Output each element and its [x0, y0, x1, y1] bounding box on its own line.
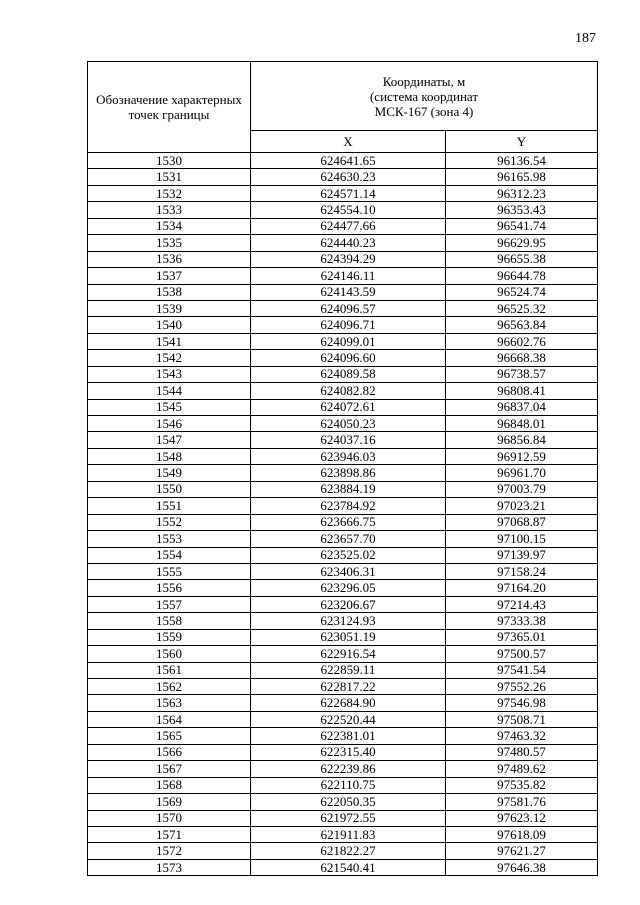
table-row	[88, 662, 598, 678]
coordinates-table	[87, 61, 598, 876]
table-row	[88, 235, 598, 251]
cell-point: 1535	[88, 235, 251, 251]
table-header	[88, 62, 598, 153]
table-row	[88, 843, 598, 859]
cell-x: 624630.23	[251, 169, 446, 185]
cell-y: 97158.24	[446, 563, 598, 579]
cell-y: 96602.76	[446, 333, 598, 349]
cell-y: 97068.87	[446, 514, 598, 530]
cell-y: 97333.38	[446, 613, 598, 629]
table-row	[88, 399, 598, 415]
table-row	[88, 185, 598, 201]
cell-y: 97508.71	[446, 711, 598, 727]
cell-x: 624037.16	[251, 432, 446, 448]
cell-x: 623946.03	[251, 448, 446, 464]
cell-point: 1546	[88, 416, 251, 432]
cell-point: 1566	[88, 744, 251, 760]
cell-x: 623657.70	[251, 531, 446, 547]
table-row	[88, 383, 598, 399]
cell-point: 1547	[88, 432, 251, 448]
cell-point: 1555	[88, 563, 251, 579]
table-row	[88, 432, 598, 448]
cell-y: 96738.57	[446, 366, 598, 382]
cell-x: 622239.86	[251, 761, 446, 777]
cell-x: 621540.41	[251, 859, 446, 875]
cell-y: 96668.38	[446, 350, 598, 366]
cell-x: 624072.61	[251, 399, 446, 415]
cell-y: 96524.74	[446, 284, 598, 300]
table-row	[88, 859, 598, 875]
cell-x: 622520.44	[251, 711, 446, 727]
cell-y: 97480.57	[446, 744, 598, 760]
cell-x: 623124.93	[251, 613, 446, 629]
cell-point: 1530	[88, 153, 251, 169]
cell-point: 1549	[88, 465, 251, 481]
cell-point: 1539	[88, 300, 251, 316]
cell-y: 96525.32	[446, 300, 598, 316]
table-row	[88, 498, 598, 514]
table-row	[88, 218, 598, 234]
cell-y: 97535.82	[446, 777, 598, 793]
table-row	[88, 711, 598, 727]
cell-y: 97546.98	[446, 695, 598, 711]
cell-y: 96837.04	[446, 399, 598, 415]
cell-x: 621972.55	[251, 810, 446, 826]
cell-y: 97214.43	[446, 596, 598, 612]
cell-x: 624096.57	[251, 300, 446, 316]
header-x: X	[251, 131, 446, 153]
cell-x: 624394.29	[251, 251, 446, 267]
cell-y: 97463.32	[446, 728, 598, 744]
cell-point: 1567	[88, 761, 251, 777]
table-row	[88, 251, 598, 267]
cell-y: 97552.26	[446, 679, 598, 695]
table-row	[88, 794, 598, 810]
cell-x: 623898.86	[251, 465, 446, 481]
table-row	[88, 547, 598, 563]
cell-y: 96848.01	[446, 416, 598, 432]
page-number: 187	[575, 31, 596, 46]
cell-y: 96312.23	[446, 185, 598, 201]
cell-x: 624440.23	[251, 235, 446, 251]
header-coordinates	[251, 62, 598, 131]
table-row	[88, 333, 598, 349]
table-row	[88, 366, 598, 382]
cell-point: 1563	[88, 695, 251, 711]
table-row	[88, 416, 598, 432]
table-row	[88, 580, 598, 596]
table-row	[88, 761, 598, 777]
table-row	[88, 629, 598, 645]
table-row	[88, 300, 598, 316]
cell-y: 96644.78	[446, 268, 598, 284]
cell-x: 623666.75	[251, 514, 446, 530]
cell-y: 96629.95	[446, 235, 598, 251]
cell-y: 97003.79	[446, 481, 598, 497]
cell-y: 97618.09	[446, 826, 598, 842]
table-row	[88, 695, 598, 711]
cell-x: 623406.31	[251, 563, 446, 579]
cell-x: 621911.83	[251, 826, 446, 842]
cell-x: 624082.82	[251, 383, 446, 399]
cell-x: 623296.05	[251, 580, 446, 596]
table-row	[88, 202, 598, 218]
cell-point: 1568	[88, 777, 251, 793]
cell-y: 96912.59	[446, 448, 598, 464]
cell-y: 97164.20	[446, 580, 598, 596]
cell-point: 1550	[88, 481, 251, 497]
cell-y: 96808.41	[446, 383, 598, 399]
cell-point: 1573	[88, 859, 251, 875]
table-row	[88, 563, 598, 579]
table-row	[88, 810, 598, 826]
table-row	[88, 169, 598, 185]
cell-y: 97100.15	[446, 531, 598, 547]
cell-x: 624099.01	[251, 333, 446, 349]
cell-point: 1556	[88, 580, 251, 596]
cell-x: 622381.01	[251, 728, 446, 744]
cell-y: 96541.74	[446, 218, 598, 234]
cell-x: 624096.60	[251, 350, 446, 366]
cell-x: 624050.23	[251, 416, 446, 432]
cell-x: 624554.10	[251, 202, 446, 218]
cell-y: 96165.98	[446, 169, 598, 185]
cell-x: 623051.19	[251, 629, 446, 645]
cell-point: 1543	[88, 366, 251, 382]
table-row	[88, 465, 598, 481]
cell-x: 622315.40	[251, 744, 446, 760]
cell-point: 1554	[88, 547, 251, 563]
table-row	[88, 448, 598, 464]
cell-x: 623784.92	[251, 498, 446, 514]
cell-point: 1569	[88, 794, 251, 810]
table-row	[88, 481, 598, 497]
cell-y: 97623.12	[446, 810, 598, 826]
table-row	[88, 153, 598, 169]
cell-y: 97621.27	[446, 843, 598, 859]
table-row	[88, 728, 598, 744]
cell-x: 623206.67	[251, 596, 446, 612]
cell-x: 622684.90	[251, 695, 446, 711]
cell-y: 97541.54	[446, 662, 598, 678]
cell-x: 621822.27	[251, 843, 446, 859]
table-row	[88, 826, 598, 842]
table-row	[88, 350, 598, 366]
cell-y: 97139.97	[446, 547, 598, 563]
cell-y: 96856.84	[446, 432, 598, 448]
cell-x: 622817.22	[251, 679, 446, 695]
cell-point: 1553	[88, 531, 251, 547]
cell-point: 1533	[88, 202, 251, 218]
cell-x: 624143.59	[251, 284, 446, 300]
header-coordinates-line-2: (система координат	[369, 88, 479, 104]
cell-point: 1544	[88, 383, 251, 399]
cell-y: 96563.84	[446, 317, 598, 333]
cell-x: 624571.14	[251, 185, 446, 201]
cell-point: 1564	[88, 711, 251, 727]
header-point-label: Обозначение характерных точек границы	[88, 62, 251, 153]
cell-y: 96961.70	[446, 465, 598, 481]
cell-point: 1559	[88, 629, 251, 645]
cell-x: 623884.19	[251, 481, 446, 497]
cell-point: 1572	[88, 843, 251, 859]
cell-x: 623525.02	[251, 547, 446, 563]
table-row	[88, 514, 598, 530]
table-row	[88, 317, 598, 333]
cell-y: 96655.38	[446, 251, 598, 267]
header-y: Y	[446, 131, 598, 153]
cell-point: 1536	[88, 251, 251, 267]
cell-x: 624477.66	[251, 218, 446, 234]
table-row	[88, 777, 598, 793]
cell-point: 1537	[88, 268, 251, 284]
cell-point: 1571	[88, 826, 251, 842]
cell-point: 1541	[88, 333, 251, 349]
table-row	[88, 744, 598, 760]
table-row	[88, 268, 598, 284]
cell-point: 1560	[88, 646, 251, 662]
cell-point: 1538	[88, 284, 251, 300]
cell-y: 97581.76	[446, 794, 598, 810]
table-row	[88, 284, 598, 300]
cell-point: 1570	[88, 810, 251, 826]
cell-point: 1532	[88, 185, 251, 201]
cell-point: 1534	[88, 218, 251, 234]
cell-x: 622050.35	[251, 794, 446, 810]
header-coordinates-line-3: МСК-167 (зона 4)	[374, 103, 474, 119]
cell-x: 622859.11	[251, 662, 446, 678]
cell-y: 97500.57	[446, 646, 598, 662]
table-row	[88, 531, 598, 547]
cell-x: 624096.71	[251, 317, 446, 333]
cell-y: 96353.43	[446, 202, 598, 218]
cell-x: 622110.75	[251, 777, 446, 793]
cell-x: 622916.54	[251, 646, 446, 662]
cell-y: 96136.54	[446, 153, 598, 169]
cell-point: 1557	[88, 596, 251, 612]
table-row	[88, 646, 598, 662]
cell-x: 624146.11	[251, 268, 446, 284]
cell-point: 1565	[88, 728, 251, 744]
table-row	[88, 679, 598, 695]
cell-point: 1561	[88, 662, 251, 678]
cell-point: 1540	[88, 317, 251, 333]
cell-point: 1558	[88, 613, 251, 629]
cell-point: 1542	[88, 350, 251, 366]
cell-point: 1562	[88, 679, 251, 695]
cell-x: 624641.65	[251, 153, 446, 169]
cell-point: 1551	[88, 498, 251, 514]
cell-y: 97489.62	[446, 761, 598, 777]
cell-point: 1545	[88, 399, 251, 415]
header-coordinates-line-1: Координаты, м	[382, 73, 466, 89]
cell-y: 97646.38	[446, 859, 598, 875]
table-row	[88, 596, 598, 612]
cell-point: 1552	[88, 514, 251, 530]
cell-point: 1531	[88, 169, 251, 185]
cell-y: 97365.01	[446, 629, 598, 645]
table-body	[88, 153, 598, 876]
cell-x: 624089.58	[251, 366, 446, 382]
cell-y: 97023.21	[446, 498, 598, 514]
cell-point: 1548	[88, 448, 251, 464]
table-row	[88, 613, 598, 629]
